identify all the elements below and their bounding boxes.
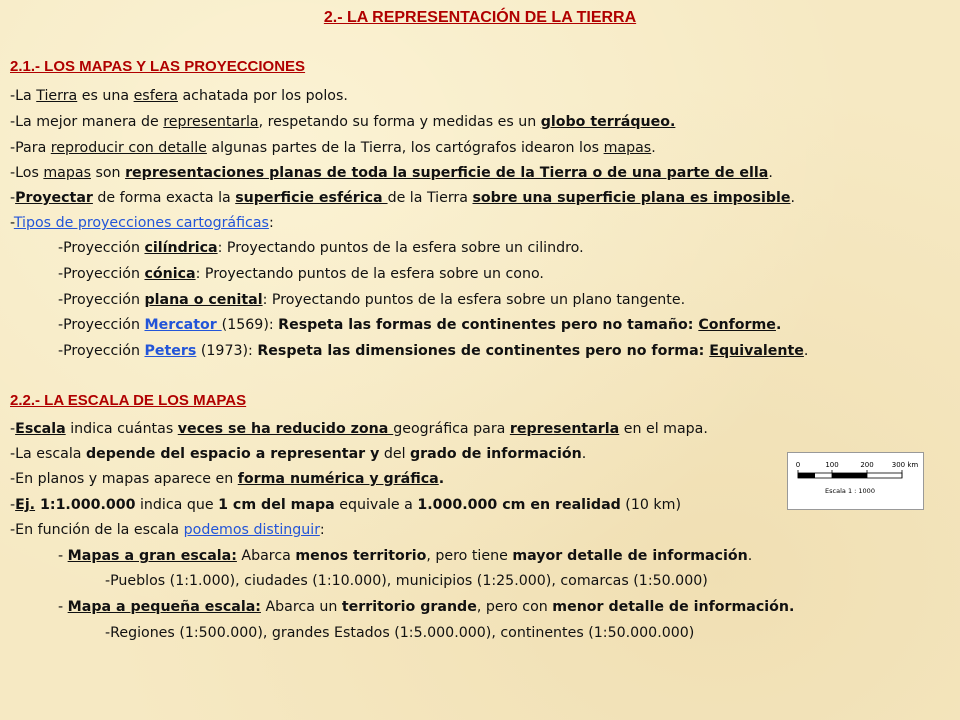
text: -La [10,88,37,104]
text: -Proyección [58,317,145,333]
text-line [10,470,444,488]
text: . [651,140,656,156]
keyword: reproducir con detalle [50,140,207,156]
text: . [790,190,795,206]
text: : [268,215,274,231]
text: , respetando su forma y medidas es un [258,114,541,130]
keyword: grado de información [410,446,582,462]
text: . [747,548,753,564]
text: Abarca [236,548,296,564]
text: de forma exacta la [92,190,236,206]
keyword: Mapas a gran escala: [67,548,237,564]
scale-caption: Escala 1 : 1000 [825,487,875,495]
text: - [58,548,68,564]
keyword: globo terráqueo. [540,114,676,130]
text: -Para [10,140,51,156]
text: (1973): [196,343,258,359]
keyword: territorio grande [341,599,477,615]
text: -La mejor manera de [10,114,164,130]
keyword: Proyectar [15,190,93,206]
keyword: Equivalente [709,343,804,359]
text: del [379,446,411,462]
keyword: cónica [144,266,196,282]
text: -Proyección [58,343,145,359]
keyword: mapas [43,165,91,181]
text: indica cuántas [65,421,178,437]
keyword: Tierra [36,88,78,104]
text: . [788,599,795,615]
page-title: 2.- LA REPRESENTACIÓN DE LA TIERRA [323,9,637,26]
scale-tick-label: 300 km [891,461,919,469]
keyword: Ej. [15,497,36,513]
keyword: forma numérica y gráfica [237,471,439,487]
text: - [10,215,14,231]
keyword: 1.000.000 cm en realidad [417,497,621,513]
text: , pero tiene [426,548,513,564]
section-heading-scale: 2.2.- LA ESCALA DE LOS MAPAS [10,392,247,409]
scale-bar-icon [788,453,923,509]
text-line [58,342,808,360]
scale-bar-segment [798,473,815,478]
text: - [10,421,16,437]
section-heading-projections: 2.1.- LOS MAPAS Y LAS PROYECCIONES [10,58,306,75]
keyword: Escala [15,421,66,437]
scale-tick-label: 100 [825,461,839,469]
text: - [10,497,16,513]
text-line [10,164,773,182]
link-projection-types[interactable]: Tipos de proyecciones cartográficas [13,215,269,231]
keyword: menos territorio [295,548,427,564]
text-line [58,265,544,283]
text-line [10,521,325,539]
text-line [58,598,794,616]
link-mercator[interactable]: Mercator [144,317,222,333]
text: -En planos y mapas aparece en [10,471,238,487]
text: : Proyectando puntos de la esfera sobre un plano tangente. [262,292,686,308]
keyword: 1 cm del mapa [218,497,335,513]
keyword: mayor detalle de información [512,548,748,564]
keyword: Mapa a pequeña escala: [67,599,261,615]
scale-tick-label: 200 [860,461,874,469]
keyword: superficie esférica [235,190,388,206]
link-distinguish[interactable]: podemos distinguir [183,522,320,538]
link-peters[interactable]: Peters [144,343,197,359]
text: . [438,471,445,487]
graphic-scale-image [787,452,924,510]
text: Abarca un [260,599,342,615]
keyword: cilíndrica [144,240,218,256]
keyword: veces se ha reducido zona [177,421,394,437]
keyword: sobre una superficie plana es imposible [472,190,791,206]
keyword: menor detalle de información [552,599,789,615]
keyword: mapas [603,140,652,156]
keyword: Conforme [698,317,776,333]
keyword: Respeta las formas de continentes pero no tamaño: [278,317,699,333]
text-line [10,139,656,157]
text-line [105,624,694,642]
text: -Los [10,165,44,181]
text: -En función de la escala [10,522,184,538]
text: , pero con [476,599,553,615]
text: achatada por los polos. [177,88,348,104]
keyword: depende del espacio a representar y [86,446,380,462]
text: - [10,190,16,206]
keyword: representarla [163,114,259,130]
text-line [10,214,274,232]
text: . [775,317,782,333]
text-line [10,496,681,514]
keyword: plana o cenital [144,292,263,308]
text: -Regiones (1:500.000), grandes Estados (1:5.000.000), continentes (1:50.000.000) [105,625,695,641]
scale-bar-segment [832,473,867,478]
keyword: esfera [133,88,178,104]
text-line [58,239,584,257]
text: -Proyección [58,240,145,256]
text-line [10,113,675,131]
text: geográfica para [393,421,510,437]
text-line [58,316,781,334]
text-line [10,445,586,463]
text: : Proyectando puntos de la esfera sobre un cono. [195,266,544,282]
text-line [10,87,348,105]
keyword: representarla [509,421,620,437]
keyword: 1:1.000.000 [35,497,136,513]
keyword: representaciones planas de toda la superficie de la Tierra o de una parte de ella [125,165,769,181]
text-line [10,420,708,438]
scale-tick-label: 0 [795,461,801,469]
text: de la Tierra [387,190,473,206]
text: (1569): [221,317,279,333]
keyword: Respeta las dimensiones de continentes pero no forma: [257,343,710,359]
text: -Pueblos (1:1.000), ciudades (1:10.000), municipios (1:25.000), comarcas (1:50.000) [105,573,708,589]
text-line [105,572,708,590]
text: -Proyección [58,266,145,282]
text: (10 km) [620,497,681,513]
text: : [319,522,325,538]
text: -Proyección [58,292,145,308]
text-line [58,547,752,565]
text: en el mapa. [619,421,708,437]
text: . [768,165,773,181]
text: : Proyectando puntos de la esfera sobre un cilindro. [217,240,584,256]
text: - [58,599,68,615]
text: son [90,165,126,181]
text: indica que [135,497,219,513]
text: . [581,446,587,462]
text: algunas partes de la Tierra, los cartógrafos idearon los [206,140,604,156]
text: . [803,343,809,359]
text: es una [77,88,134,104]
text-line [58,291,685,309]
text-line [10,189,795,207]
text: equivale a [334,497,418,513]
text: -La escala [10,446,86,462]
